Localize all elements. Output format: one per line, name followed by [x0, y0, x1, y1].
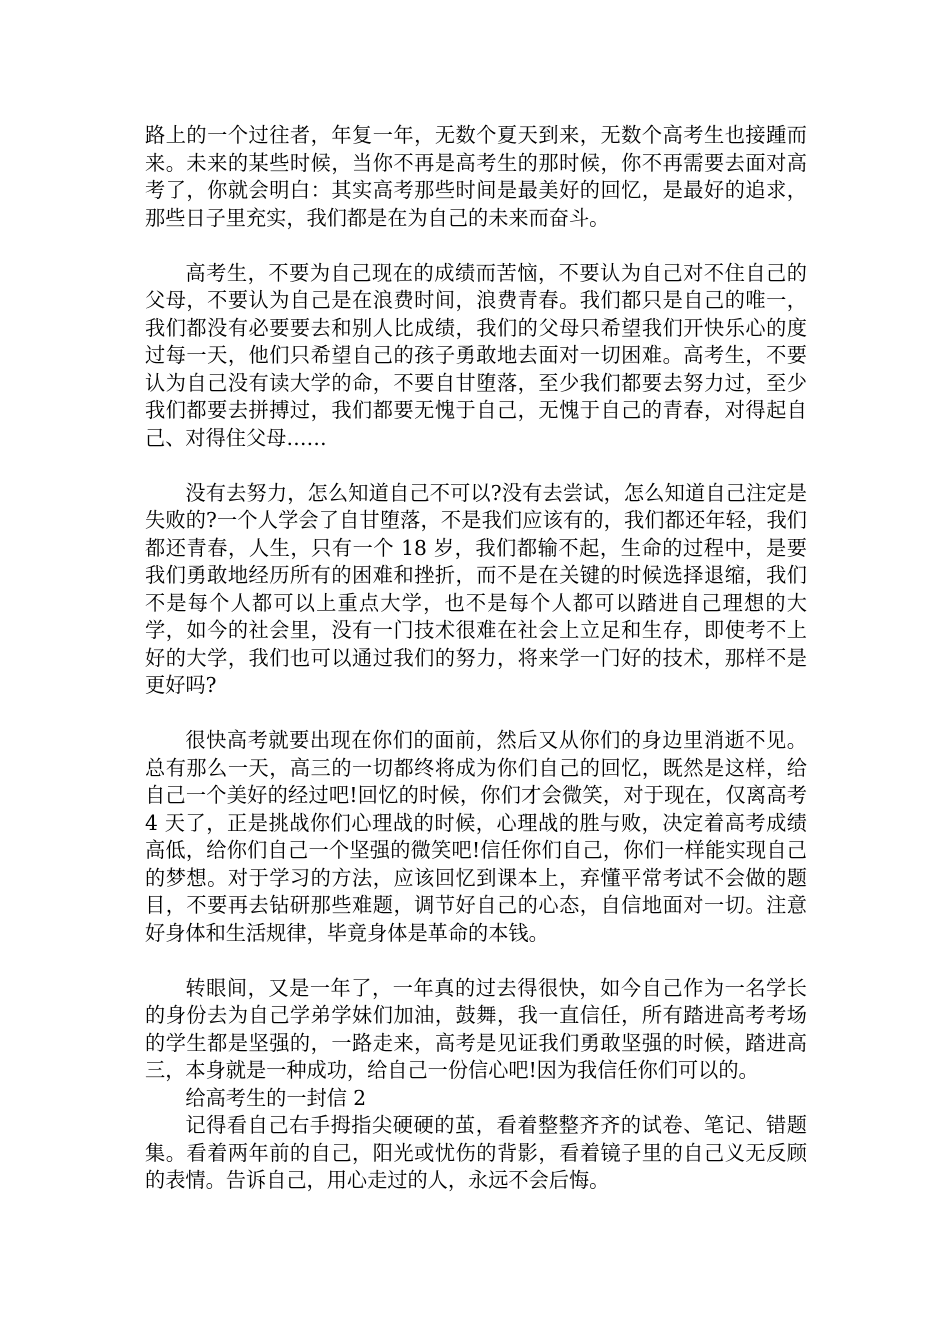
- paragraph-2: 高考生，不要为自己现在的成绩而苦恼，不要认为自己对不住自己的父母，不要认为自己是在浪费时间，浪费青春。我们都只是自己的唯一，我们都没有必要要去和别人比成绩，我们的父母只希望我们开快乐心的度过每一天，他们只希望自己的孩子勇敢地去面对一切困难。高考生，不要认为自己没有读大学的命，不要自甘堕落，至少我们都要去努力过，至少我们都要去拼搏过，我们都要无愧于自己，无愧于自己的青春，对得起自己、对得住父母……: [145, 260, 807, 450]
- section-paragraph: 记得看自己右手拇指尖硬硬的茧，看着整整齐齐的试卷、笔记、错题集。看着两年前的自己，阳光或忧伤的背影，看着镜子里的自己义无反顾的表情。告诉自己，用心走过的人，永远不会后悔。: [145, 1113, 807, 1192]
- section-heading: 给高考生的一封信 2: [185, 1085, 367, 1110]
- paragraph-5: 转眼间，又是一年了，一年真的过去得很快，如今自己作为一名学长的身份去为自己学弟学妹们加油，鼓舞，我一直信任，所有踏进高考考场的学生都是坚强的，一路走来，高考是见证我们勇敢坚强的时候，踏进高三，本身就是一种成功，给自己一份信心吧!因为我信任你们可以的。: [145, 975, 807, 1082]
- paragraph-3: 没有去努力，怎么知道自己不可以?没有去尝试，怎么知道自己注定是失败的?一个人学会了自甘堕落，不是我们应该有的，我们都还年轻，我们都还青春，人生，只有一个 18 岁，我们都输不起，生命的过程中，是要我们勇敢地经历所有的困难和挫折，而不是在关键的时候选择退缩，我们不是每个人都可以上重点大学，也不是每个人都可以踏进自己理想的大学，如今的社会里，没有一门技术很难在社会上立足和生存，即使考不上好的大学，我们也可以通过我们的努力，将来学一门好的技术，那样不是更好吗?: [145, 480, 807, 697]
- paragraph-4: 很快高考就要出现在你们的面前，然后又从你们的身边里消逝不见。总有那么一天，高三的一切都终将成为你们自己的回忆，既然是这样，给自己一个美好的经过吧!回忆的时候，你们才会微笑，对于现在，仅离高考 4 天了，正是挑战你们心理战的时候，心理战的胜与败，决定着高考成绩高低，给你们自己一个坚强的微笑吧!信任你们自己，你们一样能实现自己的梦想。对于学习的方法，应该回忆到课本上，弃懂平常考试不会做的题目，不要再去钻研那些难题，调节好自己的心态，自信地面对一切。注意好身体和生活规律，毕竟身体是革命的本钱。: [145, 728, 807, 945]
- paragraph-1: 路上的一个过往者，年复一年，无数个夏天到来，无数个高考生也接踵而来。未来的某些时候，当你不再是高考生的那时候，你不再需要去面对高考了，你就会明白：其实高考那些时间是最美好的回忆，是最好的追求，那些日子里充实，我们都是在为自己的未来而奋斗。: [145, 123, 807, 230]
- document-page: [145, 122, 807, 1195]
